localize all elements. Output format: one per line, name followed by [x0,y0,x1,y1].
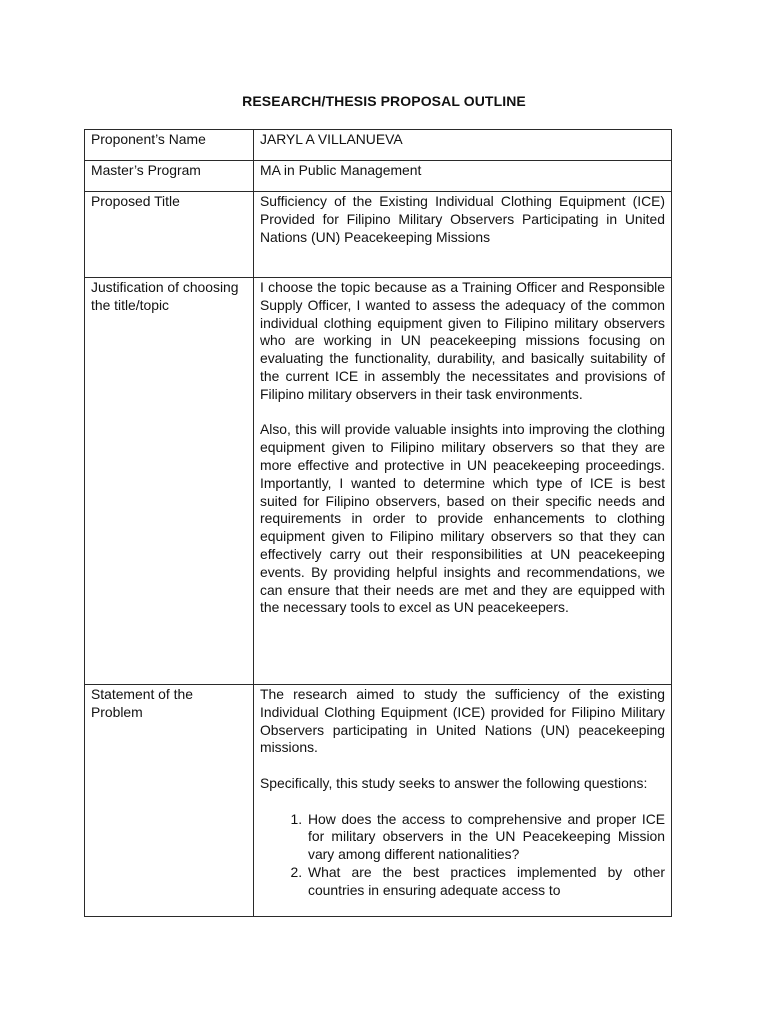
program-value: MA in Public Management [254,161,672,192]
proposal-outline-table [84,129,672,917]
problem-label: Statement of the Problem [85,685,254,917]
table-row-problem [85,685,672,917]
proponent-value: JARYL A VILLANUEVA [254,130,672,161]
problem-paragraph-1: The research aimed to study the sufficiency of the existing Individual Clothing Equipment (ICE) provided for Filipino Military Observers participating in United Nations (UN) peacekeeping missions. [260,686,665,756]
proponent-label: Proponent’s Name [85,130,254,161]
table-row-justification [85,278,672,685]
questions-list [260,811,665,900]
table-row-proponent [85,130,672,161]
problem-value [254,685,672,917]
problem-paragraph-2: Specifically, this study seeks to answer the following questions: [260,774,648,791]
justification-value [254,278,672,685]
proposed-title-value: Sufficiency of the Existing Individual Clothing Equipment (ICE) Provided for Filipino Military Observers Participating in United Nations (UN) Peacekeeping Missions [254,192,672,278]
list-item: 1. How does the access to comprehensive and proper ICE for military observers in the UN Peacekeeping Mission vary among different nationalities? [306,811,665,864]
table-row-program [85,161,672,192]
list-item: 2. What are the best practices implemented by other countries in ensuring adequate access to [306,864,665,900]
proposed-title-label: Proposed Title [85,192,254,278]
justification-paragraph-2: Also, this will provide valuable insights into improving the clothing equipment given to Filipino military observers so that they are more effective and protective in UN peacekeeping proceedings. Importantly, I wanted to determine which type of ICE is best suited for Filipino observers, based on their specific needs and requirements in order to provide enhancements to clothing equipment given to Filipino military observers so that they can effectively carry out their responsibilities at UN peacekeeping events. By providing helpful insights and recommendations, we can ensure that their needs are met and they are equipped with the necessary tools to excel as UN peacekeepers. [260,421,665,616]
justification-paragraph-1: I choose the topic because as a Training Officer and Responsible Supply Officer, I wanted to assess the adequacy of the common individual clothing equipment given to Filipino military observers who are working in UN peacekeeping missions focusing on evaluating the functionality, durability, and basically suitability of the current ICE in assembly the necessitates and provisions of Filipino military observers in their task environments. [260,279,665,402]
table-row-title [85,192,672,278]
program-label: Master’s Program [85,161,254,192]
document-title: RESEARCH/THESIS PROPOSAL OUTLINE [242,93,526,109]
justification-label: Justification of choosing the title/topic [85,278,254,685]
